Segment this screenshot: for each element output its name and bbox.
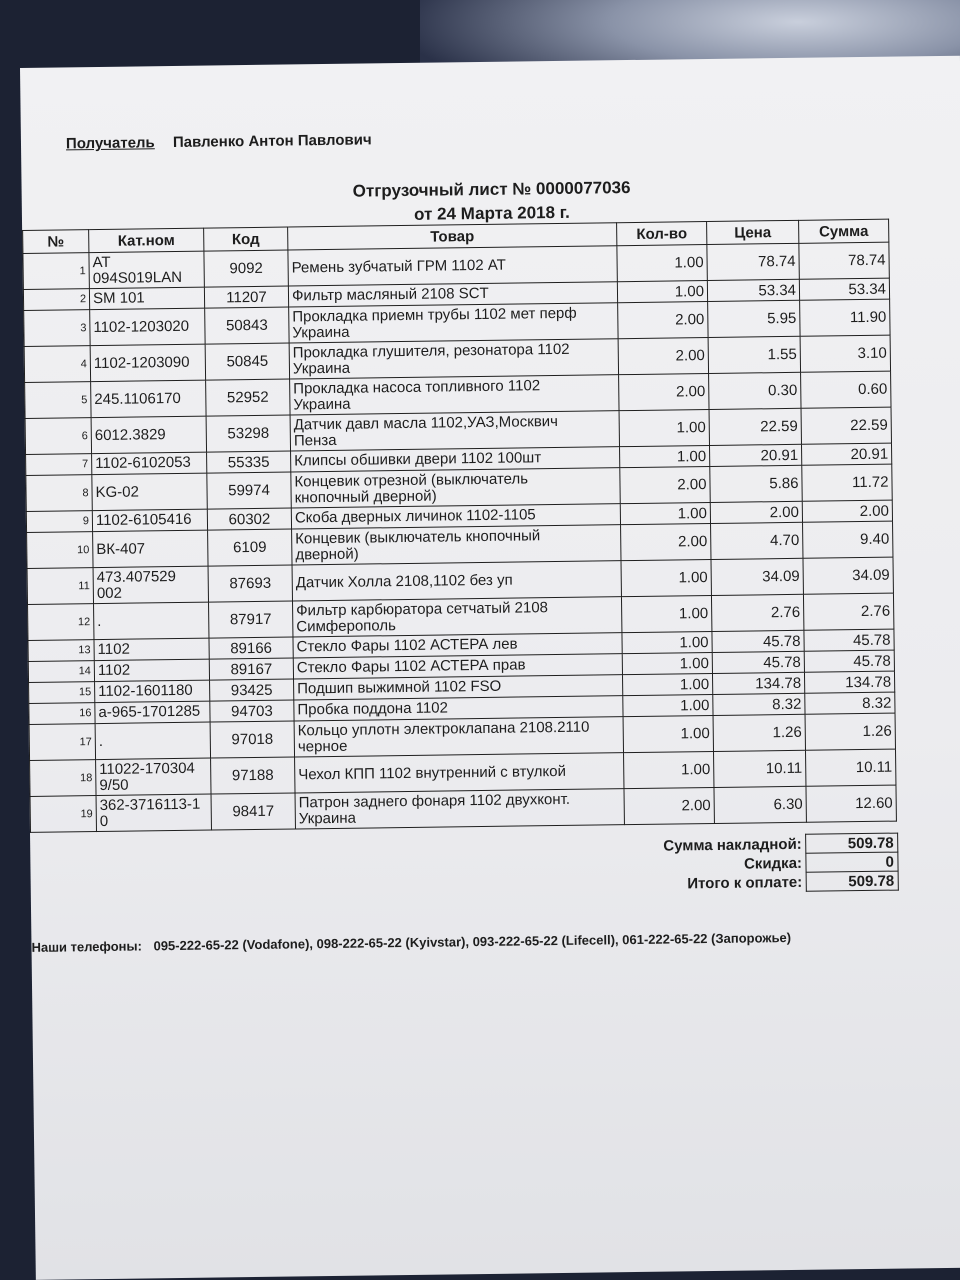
quantity: 1.00 [622,652,712,674]
catalog-number: . [94,602,209,640]
catalog-number: 1102-1601180 [95,680,210,703]
price: 2.76 [711,594,803,631]
quantity: 2.00 [619,374,709,411]
price: 34.09 [711,558,803,595]
recipient-line [66,131,372,152]
line-sum: 78.74 [799,242,889,279]
row-number: 1 [23,253,89,290]
product-code: 53298 [206,415,290,452]
line-sum: 34.09 [803,557,893,594]
row-number: 2 [23,289,89,311]
product-name: Фильтр карбюратора сетчатый 2108 Симферополь [292,597,621,637]
row-number: 15 [29,682,95,704]
quantity: 1.00 [621,559,711,596]
table-body [23,242,897,832]
row-number: 4 [24,346,90,383]
product-name: Датчик давл масла 1102,УАЗ,Москвич Пенза [290,411,619,451]
header-product: Товар [288,223,617,250]
quantity: 2.00 [620,467,710,504]
product-name: Стекло Фары 1102 АСТЕРА лев [293,633,622,658]
line-sum: 11.72 [802,464,892,501]
quantity: 1.00 [622,673,712,695]
quantity: 1.00 [621,595,711,632]
invoice-sum-label: Сумма накладной: [663,835,802,855]
product-code: 87917 [209,601,293,638]
product-name: Фильтр масляный 2108 SCT [288,282,617,307]
catalog-number: 245.1106170 [91,380,206,418]
catalog-number: AT 094S019LAN [89,251,204,289]
header-sum: Сумма [799,219,889,243]
product-name: Прокладка насоса топливного 1102 Украина [290,375,619,415]
product-name: Датчик Холла 2108,1102 без уп [292,561,621,601]
phones-label: Наши телефоны: [31,938,143,955]
line-sum: 20.91 [801,443,891,465]
row-number: 14 [28,661,94,683]
product-code: 9092 [204,250,288,287]
row-number: 5 [25,382,91,419]
recipient-label: Получатель [65,134,155,153]
row-number: 19 [30,796,96,833]
line-sum: 0.60 [801,371,891,408]
header-number: № [23,230,89,254]
price: 45.78 [712,651,804,673]
price: 5.95 [708,300,800,337]
row-number: 13 [28,640,94,662]
product-code: 6109 [208,529,292,566]
row-number: 11 [27,568,93,605]
line-sum: 22.59 [801,407,891,444]
product-name: Прокладка приемн трубы 1102 мет перф Украина [289,303,618,343]
catalog-number: 1102-6105416 [92,509,207,532]
price: 5.86 [710,465,802,502]
catalog-number: SM 101 [89,287,204,310]
line-sum: 9.40 [803,521,893,558]
price: 1.55 [708,336,800,373]
product-name: Подшип выжимной 1102 FSO [294,675,623,700]
product-name: Стекло Фары 1102 АСТЕРА прав [293,654,622,679]
catalog-number: 1102-6102053 [92,452,207,475]
line-sum: 134.78 [804,671,894,693]
total-value: 509.78 [806,871,898,891]
price: 2.00 [710,501,802,523]
row-number: 7 [26,454,92,476]
price: 134.78 [712,672,804,694]
document-title: Отгрузочный лист № 0000077036 [352,178,631,201]
catalog-number: 1102 [94,638,209,661]
catalog-number: 362-3716113-1 0 [96,794,211,832]
product-name: Скоба дверных личинок 1102-1105 [291,504,620,529]
row-number: 3 [24,310,90,347]
total-label: Итого к оплате: [687,873,803,892]
line-sum: 8.32 [805,692,895,714]
document-date: от 24 Марта 2018 г. [413,202,570,224]
catalog-number: 1102-1203090 [90,344,205,382]
row-number: 10 [27,532,93,569]
discount-label: Скидка: [743,854,803,873]
quantity: 1.00 [624,751,714,788]
price: 4.70 [711,522,803,559]
quantity: 1.00 [623,715,713,752]
price: 8.32 [713,693,805,715]
invoice-sum-value: 509.78 [805,833,897,853]
row-number: 17 [29,724,95,761]
product-code: 50843 [205,307,289,344]
catalog-number: 1102-1203020 [90,308,205,346]
price: 22.59 [709,408,801,445]
product-code: 87693 [208,565,292,602]
line-sum: 45.78 [804,629,894,651]
product-name: Патрон заднего фонаря 1102 двухконт. Украина [295,789,624,829]
line-sum: 2.00 [802,500,892,522]
quantity: 1.00 [622,631,712,653]
header-catalog-number: Кат.ном [89,228,204,253]
product-name: Ремень зубчатый ГРМ 1102 AT [288,246,617,286]
product-name: Пробка поддона 1102 [294,696,623,721]
row-number: 8 [26,475,92,512]
product-code: 89167 [209,658,293,680]
product-code: 11207 [204,286,288,308]
product-code: 52952 [206,379,290,416]
product-code: 93425 [210,679,294,701]
catalog-number: 6012.3829 [91,416,206,454]
phones-line [31,930,791,955]
catalog-number: ВК-407 [93,530,208,568]
price: 20.91 [710,444,802,466]
header-code: Код [204,227,288,251]
quantity: 2.00 [621,524,711,561]
catalog-number: 1102 [94,659,209,682]
price: 1.26 [713,714,805,751]
quantity: 1.00 [617,281,707,303]
quantity: 1.00 [619,410,709,447]
line-sum: 12.60 [806,785,896,822]
product-name: Концевик отрезной (выключатель кнопочный дверной) [291,468,620,508]
line-sum: 1.26 [805,713,895,750]
line-sum: 53.34 [799,278,889,300]
quantity: 1.00 [620,503,710,525]
quantity: 1.00 [620,446,710,468]
price: 45.78 [712,630,804,652]
quantity: 2.00 [624,787,714,824]
line-sum: 2.76 [803,593,893,630]
row-number: 6 [25,418,91,455]
product-code: 59974 [207,472,291,509]
discount-value: 0 [805,852,897,872]
product-name: Прокладка глушителя, резонатора 1102 Украина [289,339,618,379]
quantity: 2.00 [618,302,708,339]
line-sum: 11.90 [800,299,890,336]
product-code: 55335 [207,451,291,473]
product-code: 50845 [205,343,289,380]
price: 10.11 [714,750,806,787]
invoice-sheet [20,56,960,1280]
catalog-number: . [95,722,210,760]
line-sum: 45.78 [804,650,894,672]
header-price: Цена [707,220,799,244]
catalog-number: 473.407529 002 [93,566,208,604]
product-code: 97018 [210,721,294,758]
total-row [591,871,898,894]
header-quantity: Кол-во [617,222,707,246]
product-code: 98417 [211,793,295,830]
phones-numbers: 095-222-65-22 (Vodafone), 098-222-65-22 (Kyivstar), 093-222-65-22 (Lifecell), 061-222-65-22 (Запорожье) [153,929,792,954]
quantity: 2.00 [618,338,708,375]
row-number: 16 [29,703,95,725]
product-name: Клипсы обшивки двери 1102 100шт [291,447,620,472]
product-code: 60302 [207,508,291,530]
product-code: 97188 [211,757,295,794]
quantity: 1.00 [623,694,713,716]
price: 53.34 [707,279,799,301]
line-sum: 10.11 [805,749,895,786]
product-code: 89166 [209,637,293,659]
items-table [22,219,897,833]
recipient-name: Павленко Антон Павлович [172,131,372,152]
catalog-number: KG-02 [92,473,207,511]
product-name: Кольцо уплотн электроклапана 2108.2110 черное [294,717,623,757]
totals-block [590,833,898,895]
product-name: Концевик (выключатель кнопочный дверной) [292,525,621,565]
row-number: 12 [28,604,94,641]
product-code: 94703 [210,700,294,722]
quantity: 1.00 [617,245,707,282]
price: 6.30 [714,786,806,823]
row-number: 18 [30,760,96,797]
product-name: Чехол КПП 1102 внутренний с втулкой [295,753,624,793]
line-sum: 3.10 [800,335,890,372]
row-number: 9 [26,511,92,533]
catalog-number: 11022-170304 9/50 [96,758,211,796]
catalog-number: a-965-1701285 [95,701,210,724]
price: 78.74 [707,243,799,280]
price: 0.30 [709,372,801,409]
